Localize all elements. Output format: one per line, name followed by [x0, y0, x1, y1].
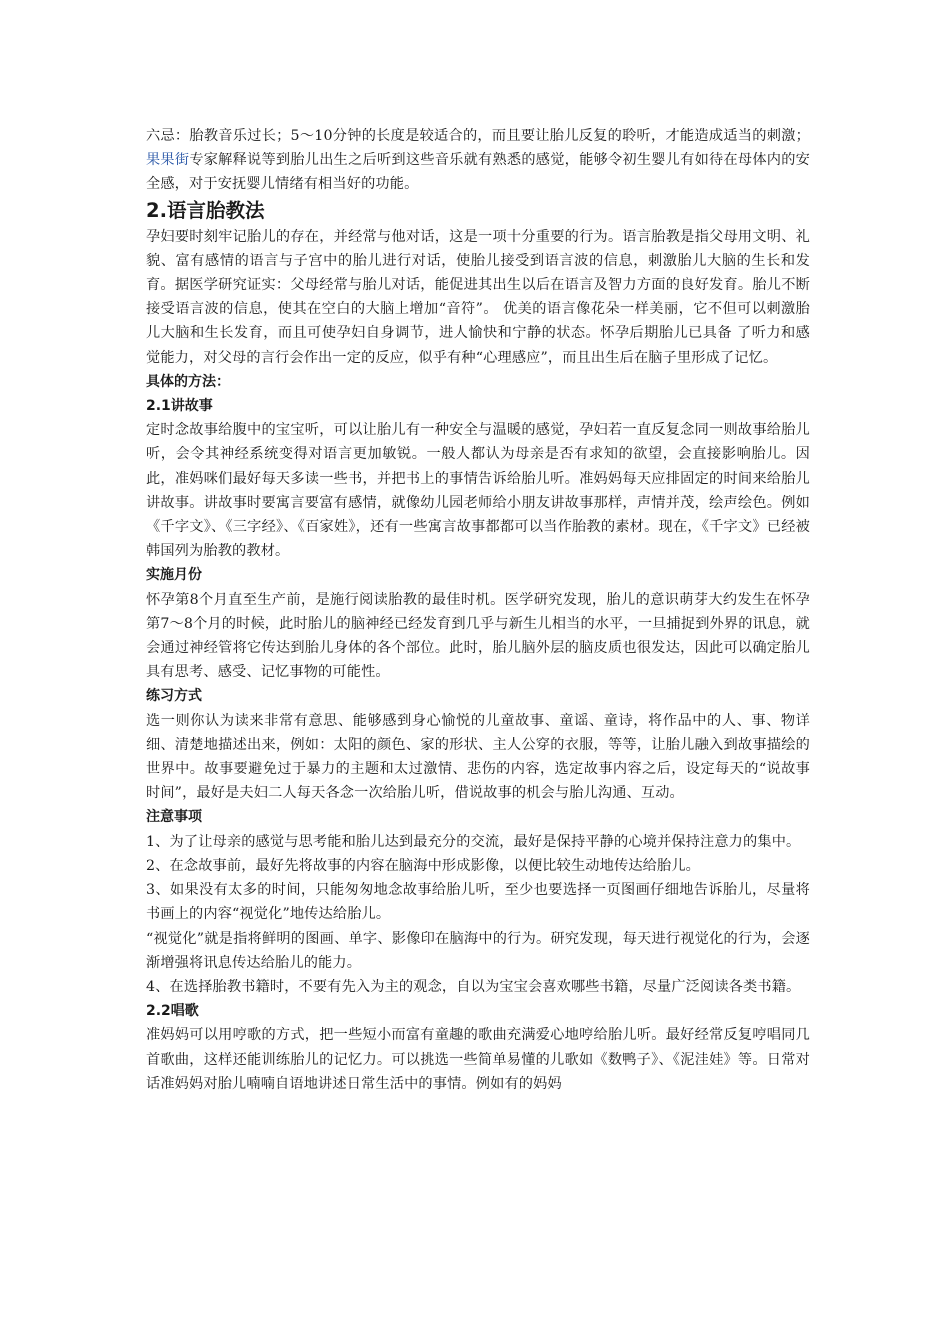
- note-item: 3、如果没有太多的时间，只能匆匆地念故事给胎儿听，至少也要选择一页图画仔细地告诉胎儿，尽量将书画上的内容“视觉化”地传达给胎儿。: [146, 882, 810, 923]
- note-item: 2、在念故事前，最好先将故事的内容在脑海中形成影像，以便比较生动地传达给胎儿。: [146, 857, 701, 874]
- document-page: [146, 124, 810, 1096]
- intro-text-after-link: 专家解释说等到胎儿出生之后听到这些音乐就有熟悉的感觉，能够令初生婴儿有如待在母体内的安全感，对于安抚婴儿情绪有相当好的功能。: [146, 152, 810, 193]
- subsection-heading-singing: 2.2唱歌: [146, 1003, 199, 1020]
- guoguojie-link[interactable]: 果果街: [146, 152, 190, 169]
- intro-paragraph: [146, 124, 810, 197]
- subsection-heading-implementation-month: 实施月份: [146, 567, 202, 584]
- practice-method-paragraph: 选一则你认为读来非常有意思、能够感到身心愉悦的儿童故事、童谣、童诗，将作品中的人、事、物详细、清楚地描述出来，例如：太阳的颜色、家的形状、主人公穿的衣服，等等，让胎儿融入到故事描绘的世界中。故事要避免过于暴力的主题和太过激情、悲伤的内容，选定故事内容之后，设定每天的“说故事时间”，最好是夫妇二人每天各念一次给胎儿听，借说故事的机会与胎儿沟通、互动。: [146, 712, 810, 802]
- singing-paragraph: 准妈妈可以用哼歌的方式，把一些短小而富有童趣的歌曲充满爱心地哼给胎儿听。最好经常反复哼唱同几首歌曲，这样还能训练胎儿的记忆力。可以挑选一些简单易懂的儿歌如《数鸭子》、《泥洼娃》等。日常对话准妈妈对胎儿喃喃自语地讲述日常生活中的事情。例如有的妈妈: [146, 1027, 810, 1092]
- subsection-heading-notes: 注意事项: [146, 809, 202, 826]
- implementation-month-paragraph: 怀孕第8个月直至生产前，是施行阅读胎教的最佳时机。医学研究发现，胎儿的意识萌芽大约发生在怀孕第7～8个月的时候，此时胎儿的脑神经已经发育到几乎与新生儿相当的水平，一旦捕捉到外界的讯息，就会通过神经管将它传达到胎儿身体的各个部位。此时，胎儿脑外层的脑皮质也很发达，因此可以确定胎儿具有思考、感受、记忆事物的可能性。: [146, 591, 810, 681]
- storytelling-paragraph: 定时念故事给腹中的宝宝听，可以让胎儿有一种安全与温暖的感觉，孕妇若一直反复念同一则故事给胎儿听，会令其神经系统变得对语言更加敏锐。一般人都认为母亲是否有求知的欲望，会直接影响胎儿。因此，准妈咪们最好每天多读一些书，并把书上的事情告诉给胎儿听。准妈妈每天应排固定的时间来给胎儿讲故事。讲故事时要寓言要富有感情，就像幼儿园老师给小朋友讲故事那样，声情并茂，绘声绘色。例如《千字文》、《三字经》、《百家姓》，还有一些寓言故事都都可以当作胎教的素材。现在，《千字文》已经被韩国列为胎教的教材。: [146, 422, 810, 560]
- intro-text-before-link: 六忌：胎教音乐过长；5～10分钟的长度是较适合的，而且要让胎儿反复的聆听，才能造成适当的刺激；: [146, 128, 810, 144]
- subsection-heading-practice-method: 练习方式: [146, 688, 202, 705]
- methods-heading: 具体的方法：: [146, 373, 230, 390]
- subsection-heading-storytelling: 2.1讲故事: [146, 398, 213, 415]
- note-item: “视觉化”就是指将鲜明的图画、单字、影像印在脑海中的行为。研究发现，每天进行视觉化的行为，会逐渐增强将讯息传达给胎儿的能力。: [146, 930, 810, 971]
- language-education-paragraph: 孕妇要时刻牢记胎儿的存在，并经常与他对话，这是一项十分重要的行为。语言胎教是指父母用文明、礼貌、富有感情的语言与子宫中的胎儿进行对话，使胎儿接受到语言波的信息，刺激胎儿大脑的生长和发育。据医学研究证实：父母经常与胎儿对话，能促进其出生以后在语言及智力方面的良好发育。胎儿不断接受语言波的信息，使其在空白的大脑上增加“音符”。 优美的语言像花朵一样美丽，它不但可以刺激胎儿大脑和生长发育，而且可使孕妇自身调节，进人愉快和宁静的状态。怀孕后期胎儿已具备 了听力和感觉能力，对父母的言行会作出一定的反应，似乎有种“心理感应”，而且出生后在脑子里形成了记忆。: [146, 228, 810, 366]
- note-item: 4、在选择胎教书籍时，不要有先入为主的观念，自以为宝宝会喜欢哪些书籍，尽量广泛阅读各类书籍。: [146, 978, 801, 995]
- section-heading-language-education: 2.语言胎教法: [146, 198, 265, 222]
- note-item: 1、为了让母亲的感觉与思考能和胎儿达到最充分的交流，最好是保持平静的心境并保持注意力的集中。: [146, 833, 801, 850]
